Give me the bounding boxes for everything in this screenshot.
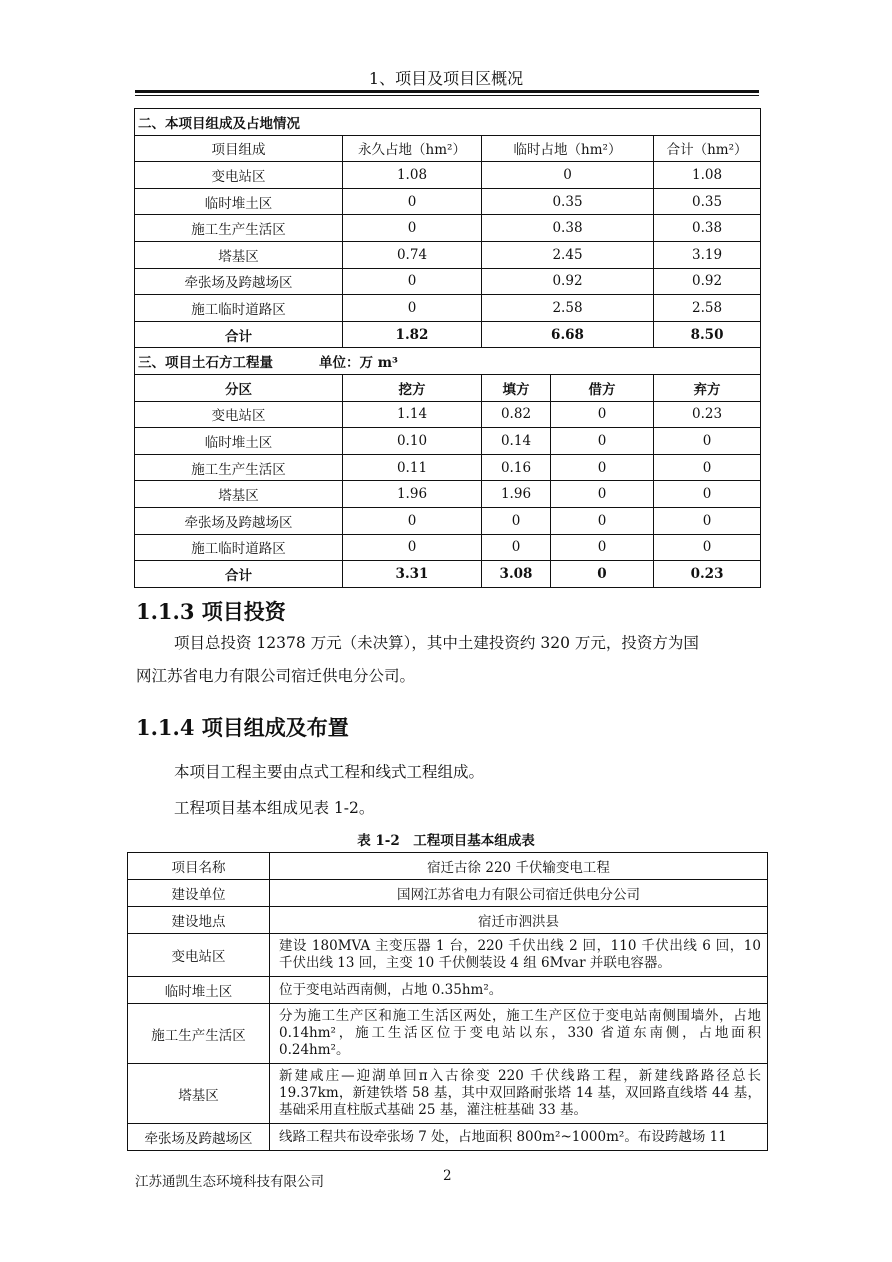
composition-value: 位于变电站西南侧，占地 0.35hm²。 [270,977,768,1004]
composition-row [128,1004,768,1064]
land-row [135,241,761,268]
earth-cell: 1.96 [343,481,482,508]
composition-label: 塔基区 [128,1064,270,1124]
earth-cell: 0 [551,401,654,428]
land-total-cell: 合计 [135,321,343,348]
land-section-row [135,109,761,136]
land-cell: 0.92 [482,268,654,295]
land-cell: 0 [343,215,482,242]
earth-cell: 0 [654,507,761,534]
composition-row [128,853,768,880]
earth-section-row [135,348,761,375]
earth-cell: 0 [551,507,654,534]
earth-cell: 0 [551,454,654,481]
composition-value: 国网江苏省电力有限公司宿迁供电分公司 [270,880,768,907]
land-cell: 1.08 [654,162,761,189]
land-cell: 施工生产生活区 [135,215,343,242]
section-114-paragraph: 工程项目基本组成见表 1-2。 [174,799,375,817]
land-cell: 牵张场及跨越场区 [135,268,343,295]
earth-cell: 塔基区 [135,481,343,508]
earth-cell: 牵张场及跨越场区 [135,507,343,534]
earth-col-header: 借方 [551,374,654,401]
land-col-header: 临时占地（hm²） [482,135,654,162]
header-rule-thin [135,95,759,96]
earth-col-header: 挖方 [343,374,482,401]
earth-cell: 临时堆土区 [135,428,343,455]
land-cell: 2.58 [482,295,654,322]
land-cell: 0.92 [654,268,761,295]
land-section-title: 二、本项目组成及占地情况 [135,109,761,136]
earth-cell: 0.11 [343,454,482,481]
land-total-cell: 6.68 [482,321,654,348]
header-rule-thick [135,90,759,93]
composition-row [128,1064,768,1124]
earth-cell: 0 [654,481,761,508]
composition-value: 宿迁古徐 220 千伏输变电工程 [270,853,768,880]
earth-cell: 0.10 [343,428,482,455]
earth-row [135,507,761,534]
chapter-header: 1、项目及项目区概况 [368,69,524,88]
earth-cell: 0 [654,454,761,481]
section-114-paragraph: 本项目工程主要由点式工程和线式工程组成。 [174,763,485,781]
land-total-cell: 8.50 [654,321,761,348]
land-col-header: 合计（hm²） [654,135,761,162]
earth-col-header: 弃方 [654,374,761,401]
earth-total-cell: 3.08 [482,561,551,588]
land-cell: 2.45 [482,241,654,268]
earth-cell: 0 [482,507,551,534]
section-113-heading: 1.1.3 项目投资 [136,599,286,624]
land-cell: 0 [343,268,482,295]
table-1-2-caption: 表 1-2 工程项目基本组成表 [357,833,535,849]
composition-value: 新建咸庄—迎湖单回π入古徐变 220 千伏线路工程，新建线路路径总长 19.37km，新建铁塔 58 基，其中双回路耐张塔 14 基，双回路直线塔 44 基，基础采用直柱版式基础 25 基，灌注桩基础 33 基。 [270,1064,768,1124]
earth-row [135,534,761,561]
land-header-row [135,135,761,162]
earth-cell: 0 [654,534,761,561]
earth-total-cell: 合计 [135,561,343,588]
earth-total-cell: 0 [551,561,654,588]
land-cell: 0.35 [482,188,654,215]
land-cell: 塔基区 [135,241,343,268]
earth-cell: 0 [343,534,482,561]
composition-label: 建设单位 [128,880,270,907]
land-cell: 变电站区 [135,162,343,189]
earth-cell: 0.14 [482,428,551,455]
land-total-cell: 1.82 [343,321,482,348]
section-113-paragraph-line2: 网江苏省电力有限公司宿迁供电分公司。 [136,667,416,685]
land-cell: 1.08 [343,162,482,189]
land-cell: 2.58 [654,295,761,322]
land-cell: 临时堆土区 [135,188,343,215]
land-earth-table [134,108,761,588]
composition-label: 变电站区 [128,934,270,977]
earth-cell: 0 [551,534,654,561]
composition-value: 宿迁市泗洪县 [270,907,768,934]
earth-section-label: 三、项目土石方工程量 [138,355,273,372]
earth-cell: 0 [343,507,482,534]
earth-total-row [135,561,761,588]
footer-company: 江苏通凯生态环境科技有限公司 [135,1174,324,1190]
earth-cell: 施工生产生活区 [135,454,343,481]
composition-value: 建设 180MVA 主变压器 1 台，220 千伏出线 2 回，110 千伏出线 6 回，10 千伏出线 13 回，主变 10 千伏侧装设 4 组 6Mvar 并联电容器。 [270,934,768,977]
earth-col-header: 填方 [482,374,551,401]
earth-cell: 变电站区 [135,401,343,428]
land-col-header: 项目组成 [135,135,343,162]
composition-value: 线路工程共布设牵张场 7 处，占地面积 800m²~1000m²。布设跨越场 11 [270,1124,768,1151]
land-row [135,215,761,242]
composition-label: 项目名称 [128,853,270,880]
earth-row [135,401,761,428]
composition-row [128,934,768,977]
composition-row [128,907,768,934]
composition-table [127,852,768,1151]
land-cell: 0.74 [343,241,482,268]
composition-label: 施工生产生活区 [128,1004,270,1064]
page-number: 2 [443,1168,452,1184]
land-total-row [135,321,761,348]
composition-row [128,1124,768,1151]
composition-row [128,880,768,907]
earth-cell: 0 [551,481,654,508]
earth-cell: 0.23 [654,401,761,428]
earth-cell: 0.82 [482,401,551,428]
composition-value: 分为施工生产区和施工生活区两处，施工生产区位于变电站南侧围墙外，占地 0.14hm²，施工生活区位于变电站以东，330 省道东南侧，占地面积 0.24hm²。 [270,1004,768,1064]
earth-cell: 0 [482,534,551,561]
section-114-heading: 1.1.4 项目组成及布置 [136,715,349,740]
composition-row [128,977,768,1004]
land-cell: 0 [343,188,482,215]
earth-col-header: 分区 [135,374,343,401]
earth-cell: 0 [654,428,761,455]
earth-cell: 0.16 [482,454,551,481]
land-row [135,268,761,295]
composition-label: 建设地点 [128,907,270,934]
section-113-paragraph-line1: 项目总投资 12378 万元（未决算），其中土建投资约 320 万元，投资方为国 [174,634,699,652]
land-cell: 施工临时道路区 [135,295,343,322]
land-col-header: 永久占地（hm²） [343,135,482,162]
earth-cell: 1.14 [343,401,482,428]
earth-cell: 施工临时道路区 [135,534,343,561]
earth-unit-label: 单位：万 m³ [319,355,398,372]
earth-cell: 1.96 [482,481,551,508]
earth-cell: 0 [551,428,654,455]
earth-row [135,428,761,455]
land-cell: 0 [482,162,654,189]
composition-label: 牵张场及跨越场区 [128,1124,270,1151]
land-row [135,295,761,322]
land-row [135,162,761,189]
earth-total-cell: 3.31 [343,561,482,588]
earth-header-row [135,374,761,401]
land-cell: 0.38 [482,215,654,242]
land-cell: 0 [343,295,482,322]
earth-section-title [135,348,761,375]
land-cell: 3.19 [654,241,761,268]
land-cell: 0.35 [654,188,761,215]
earth-row [135,454,761,481]
land-cell: 0.38 [654,215,761,242]
earth-total-cell: 0.23 [654,561,761,588]
composition-label: 临时堆土区 [128,977,270,1004]
earth-row [135,481,761,508]
land-row [135,188,761,215]
